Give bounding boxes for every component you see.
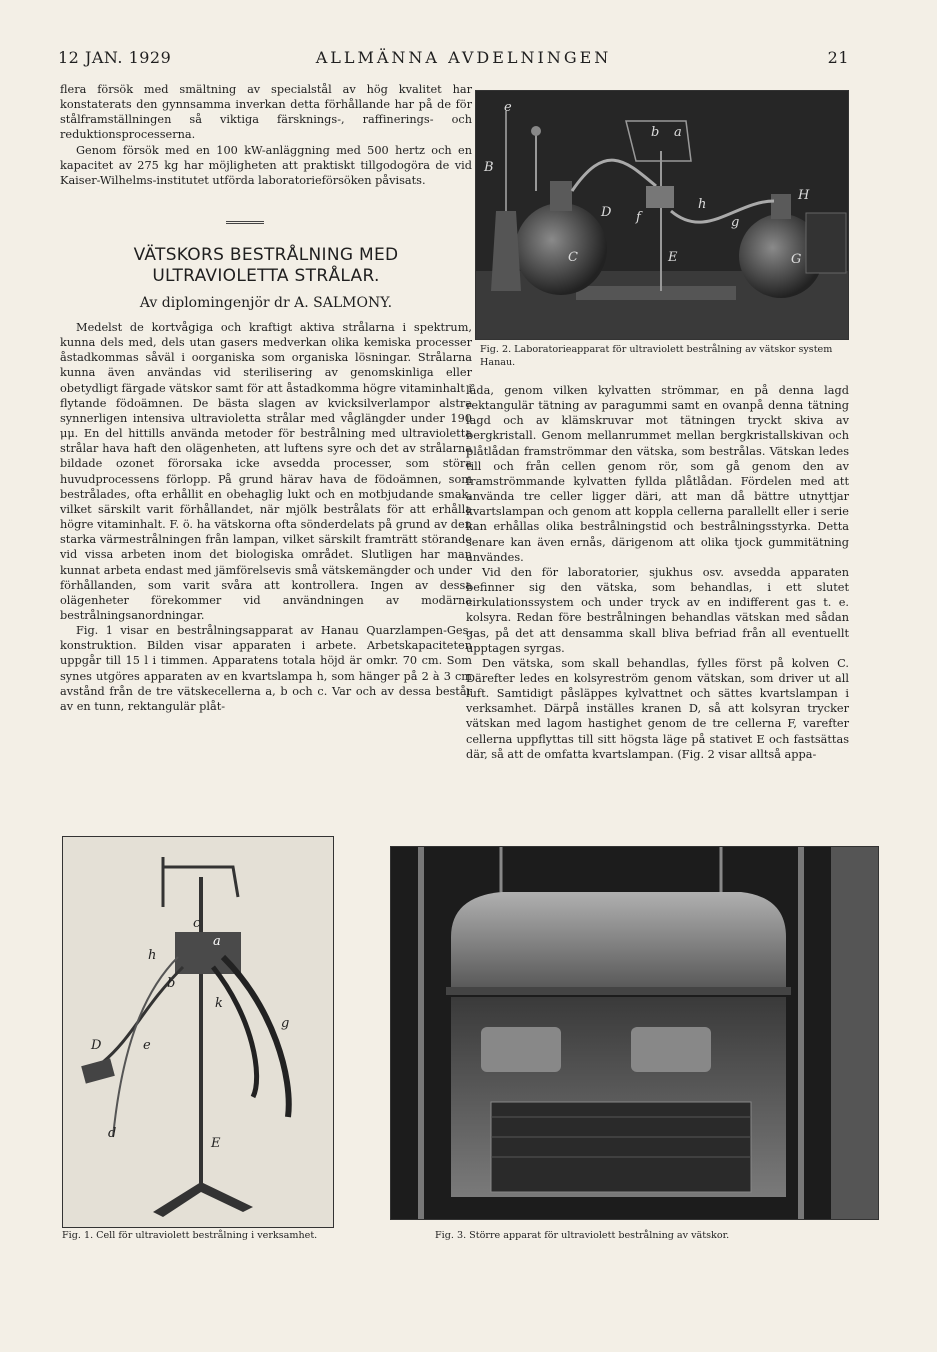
figure-2-caption: Fig. 2. Laboratorieapparat för ultraviolett bestrålning av vätskor system Hanau. bbox=[480, 344, 833, 368]
fig3-hood bbox=[451, 892, 786, 987]
fig2-label: G bbox=[791, 252, 802, 267]
fig1-label: D bbox=[91, 1038, 102, 1053]
article-byline: Av diplomingenjör dr A. SALMONY. bbox=[139, 295, 393, 311]
fig2-label: h bbox=[698, 197, 707, 212]
intro-paragraph-2: Genom försök med en 100 kW-anläggning med 500 hertz och en kapacitet av 275 kg har möjligheten att praktiskt tillgodogöra de vid Kaiser-Wilhelms-institutet utförda laboratorieförsöken påvisats. bbox=[60, 143, 472, 187]
fig2-label: C bbox=[568, 250, 578, 265]
page-header bbox=[58, 46, 849, 72]
fig2-label: e bbox=[504, 100, 512, 115]
fig2-label: B bbox=[484, 160, 494, 175]
section-divider bbox=[226, 221, 264, 224]
fig2-label: D bbox=[601, 205, 612, 220]
fig1-label: c bbox=[193, 916, 201, 931]
figure-1-photo bbox=[62, 836, 334, 1228]
intro-text bbox=[60, 82, 472, 188]
fig1-label: e bbox=[143, 1038, 151, 1053]
page-number: 21 bbox=[827, 48, 849, 67]
figure-2-photo bbox=[475, 90, 849, 340]
body-paragraph: Fig. 1 visar en bestrålningsapparat av Hanau Quarzlampen-Ges. konstruktion. Bilden visar apparaten i arbete. Arbetskapaciteten uppgår till 15 l i timmen. Apparatens totala höjd är omkr. 70 cm. Som synes utgöres apparaten av en kvartslampa h, som hänger på 2 à 3 cm avstånd från de tre vätskecellerna a, b och c. Var och av dessa består av en tunn, rektangulär plåt- bbox=[60, 624, 472, 713]
fig1-label: d bbox=[108, 1126, 117, 1141]
fig1-label: E bbox=[211, 1136, 221, 1151]
fig2-label: E bbox=[668, 250, 678, 265]
body-paragraph: Vid den för laboratorier, sjukhus osv. avsedda apparaten befinner sig den vätska, som behandlas, i ett slutet cirkulationssystem och under tryck av en indifferent gas t. e. kolsyra. Redan före bestrålningen behandlas vätskan med sådan gas, på det att densamma skall bliva befriad från all eventuellt upptagen syrgas. bbox=[466, 565, 849, 655]
right-column bbox=[466, 383, 849, 762]
body-paragraph: Medelst de kortvågiga och kraftigt aktiva strålarna i spektrum, kunna dels med, dels utan gasers medverkan olika kemiska processer åstadkommas såväl i oorganiska som organiska lösningar. Strålarna kunna även användas vid sterilisering av genomskinliga eller obetydligt färgade vätskor samt för att åstadkomma högre vitaminhalt i flytande födoämnen. De bästa slagen av kvicksilverlampor alstra synnerligen intensiva ultravioletta strålar med våglängder under 190 μμ. En del hittills använda metoder för bestrålning med ultravioletta strålar hava haft den olägenheten, att luftens syre och det av strålarna bildade ozonet förorsaka icke avsedda processer, som störa huvudprocessens förlopp. På grund härav hava de födoämnen, som bestrålades, ofta erhållit en obehaglig lukt och en motbjudande smak, vilket särskilt varit förhållandet, när mjölk bestrålats för att erhålla högre vitaminhalt. F. ö. ha vätskorna ofta sönderdelats på grund av den starka värmestrålningen från lampan, vilket särskilt framträtt störande vid vissa arbeten inom det biologiska området. Slutligen har man kunnat arbeta endast med jämförelsevis små vätskemängder och under förhållanden, som varit svåra att kontrollera. Ingen av dessa olägenheter förekommer vid användningen av modärna bestrålningsanordningar. bbox=[60, 321, 472, 622]
body-paragraph: Den vätska, som skall behandlas, fylles först på kolven C. Därefter ledes en kolsyreström genom vätskan, som driver ut all luft. Samtidigt påsläppes kylvattnet och sättes kvartslampan i verksamhet. Därpå inställes kranen D, så att kolsyran trycker vätskan med lagom hastighet genom de tre cellerna F, varefter cellerna uppflyttas till sitt högsta läge på stativet E och fastsättas där, så att de omfatta kvartslampan. (Fig. 2 visar alltså appa- bbox=[466, 656, 849, 761]
fig2-label: H bbox=[798, 188, 810, 203]
left-column bbox=[60, 320, 472, 714]
article-title: VÄTSKORS BESTRÅLNING MED ULTRAVIOLETTA STRÅLAR. bbox=[133, 245, 399, 286]
fig1-label: k bbox=[215, 996, 223, 1011]
fig1-label: g bbox=[281, 1016, 290, 1031]
figure-1-caption: Fig. 1. Cell för ultraviolett bestrålning i verksamhet. bbox=[62, 1230, 318, 1241]
figure-3-caption: Fig. 3. Större apparat för ultraviolett bestrålning av vätskor. bbox=[435, 1230, 730, 1241]
fig1-label: a bbox=[213, 934, 221, 949]
flask-c bbox=[515, 203, 607, 295]
section-title: ALLMÄNNA AVDELNINGEN bbox=[315, 48, 612, 67]
fig2-label: g bbox=[731, 215, 740, 230]
intro-paragraph-1: flera försök med smältning av specialstål av hög kvalitet har konstaterats den gynnsamma inverkan detta förhållande har på de för stålframställningen så viktiga färsknings-, raffinerings- och reduktionsprocesserna. bbox=[60, 83, 472, 142]
fig2-label: a bbox=[674, 125, 682, 140]
fig1-label: b bbox=[167, 976, 176, 991]
figure-3-photo bbox=[390, 846, 879, 1220]
fig1-label: h bbox=[148, 948, 157, 963]
body-paragraph: låda, genom vilken kylvatten strömmar, en på denna lagd rektangulär tätning av paragummi samt en ovanpå denna tätning lagd och av klämskruvar mot tätningen tryckt skiva av bergkristall. Genom mellanrummet mellan bergkristallskivan och plåtlådan framströmmar den vätska, som bestrålas. Vätskan ledes till och från cellen genom rör, som gå genom den av framströmmande kylvatten fyllda plåtlådan. Fördelen med att använda tre celler ligger däri, att man då bättre utnyttjar kvartslampan och genom att koppla cellerna parallellt eller i serie kan erhållas olika bestrålningstid och bestrålningsstyrka. Detta senare kan även ernås, därigenom att olika tjock gummitätning användes. bbox=[466, 384, 849, 564]
fig2-label: b bbox=[651, 125, 660, 140]
issue-date: 12 JAN. 1929 bbox=[58, 48, 172, 67]
fig2-label: f bbox=[636, 210, 641, 225]
